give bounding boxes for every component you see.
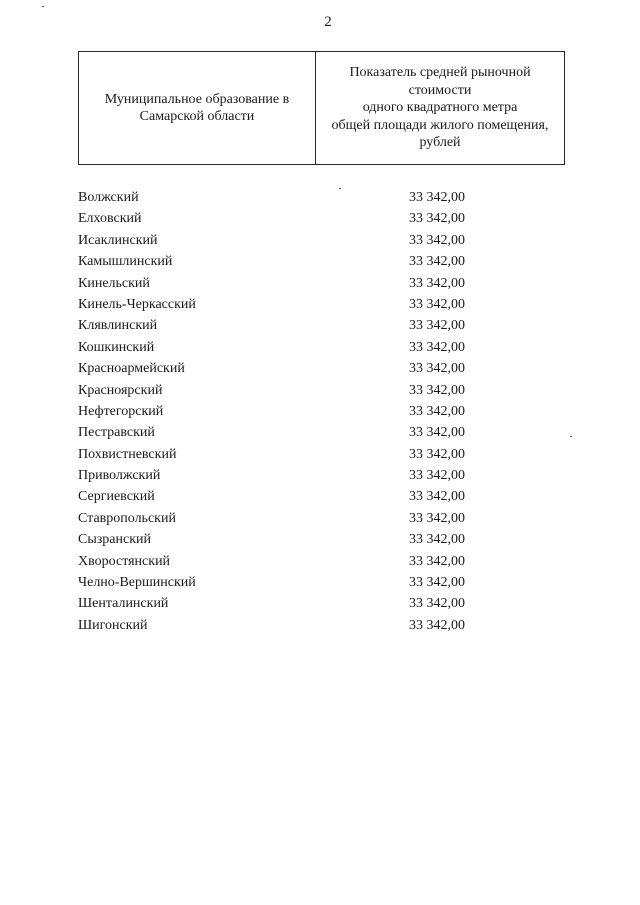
table-row [78,401,565,422]
header-price-indicator-label: Показатель средней рыночной стоимости одного квадратного метра общей площади жилого помещения, рублей [331,65,549,151]
price-value: 33 342,00 [409,318,465,334]
price-value: 33 342,00 [409,553,465,569]
municipality-name: Нефтегорский [78,403,164,419]
price-value: 33 342,00 [409,596,465,612]
municipality-name: Приволжский [78,468,161,484]
price-value: 33 342,00 [409,468,465,484]
header-municipality [79,52,316,164]
page-number: 2 [324,14,332,30]
municipality-name: Хворостянский [78,553,171,569]
municipality-name: Кинельский [78,275,150,291]
table-row [78,337,565,358]
price-value: 33 342,00 [409,446,465,462]
municipality-name: Ставропольский [78,510,176,526]
table-row [78,529,565,550]
table-row [78,465,565,486]
price-value: 33 342,00 [409,510,465,526]
municipality-name: Красноармейский [78,361,185,377]
price-value: 33 342,00 [409,296,465,312]
table-row [78,208,565,229]
municipality-name: Сергиевский [78,489,155,505]
table-header [78,51,565,165]
municipality-name: Сызранский [78,532,151,548]
header-municipality-label: Муниципальное образование в Самарской области [104,92,290,124]
price-value: 33 342,00 [409,403,465,419]
municipality-name: Пестравский [78,425,155,441]
price-value: 33 342,00 [409,575,465,591]
price-value: 33 342,00 [409,489,465,505]
municipality-name: Шенталинский [78,596,169,612]
price-value: 33 342,00 [409,339,465,355]
price-value: 33 342,00 [409,361,465,377]
municipality-name: Шигонский [78,617,148,633]
municipality-name: Похвистневский [78,446,177,462]
municipality-name: Кошкинский [78,339,155,355]
table-row [78,251,565,272]
price-value: 33 342,00 [409,275,465,291]
table-row [78,444,565,465]
municipality-name: Кинель-Черкасский [78,296,196,312]
scan-speck [570,436,572,437]
table-row [78,422,565,443]
table-row [78,230,565,251]
table-row [78,315,565,336]
scan-speck [42,6,44,7]
table-row [78,508,565,529]
table-row [78,593,565,614]
municipality-name: Исаклинский [78,232,158,248]
price-value: 33 342,00 [409,532,465,548]
table-row [78,273,565,294]
municipality-name: Челно-Вершинский [78,575,196,591]
table-row [78,615,565,636]
municipality-name: Елховский [78,211,142,227]
price-value: 33 342,00 [409,382,465,398]
price-value: 33 342,00 [409,254,465,270]
table-row [78,551,565,572]
header-price-indicator [316,52,564,164]
table-row [78,187,565,208]
price-value: 33 342,00 [409,617,465,633]
municipality-name: Камышлинский [78,254,173,270]
price-value: 33 342,00 [409,190,465,205]
municipality-name: Красноярский [78,382,163,398]
table-row [78,294,565,315]
municipality-list [78,187,565,636]
municipality-name: Клявлинский [78,318,158,334]
price-value: 33 342,00 [409,211,465,227]
scan-speck [339,188,341,189]
table-row [78,486,565,507]
table-row [78,380,565,401]
table-row [78,358,565,379]
municipality-name: Волжский [78,190,139,205]
price-value: 33 342,00 [409,425,465,441]
table-row [78,572,565,593]
price-value: 33 342,00 [409,232,465,248]
